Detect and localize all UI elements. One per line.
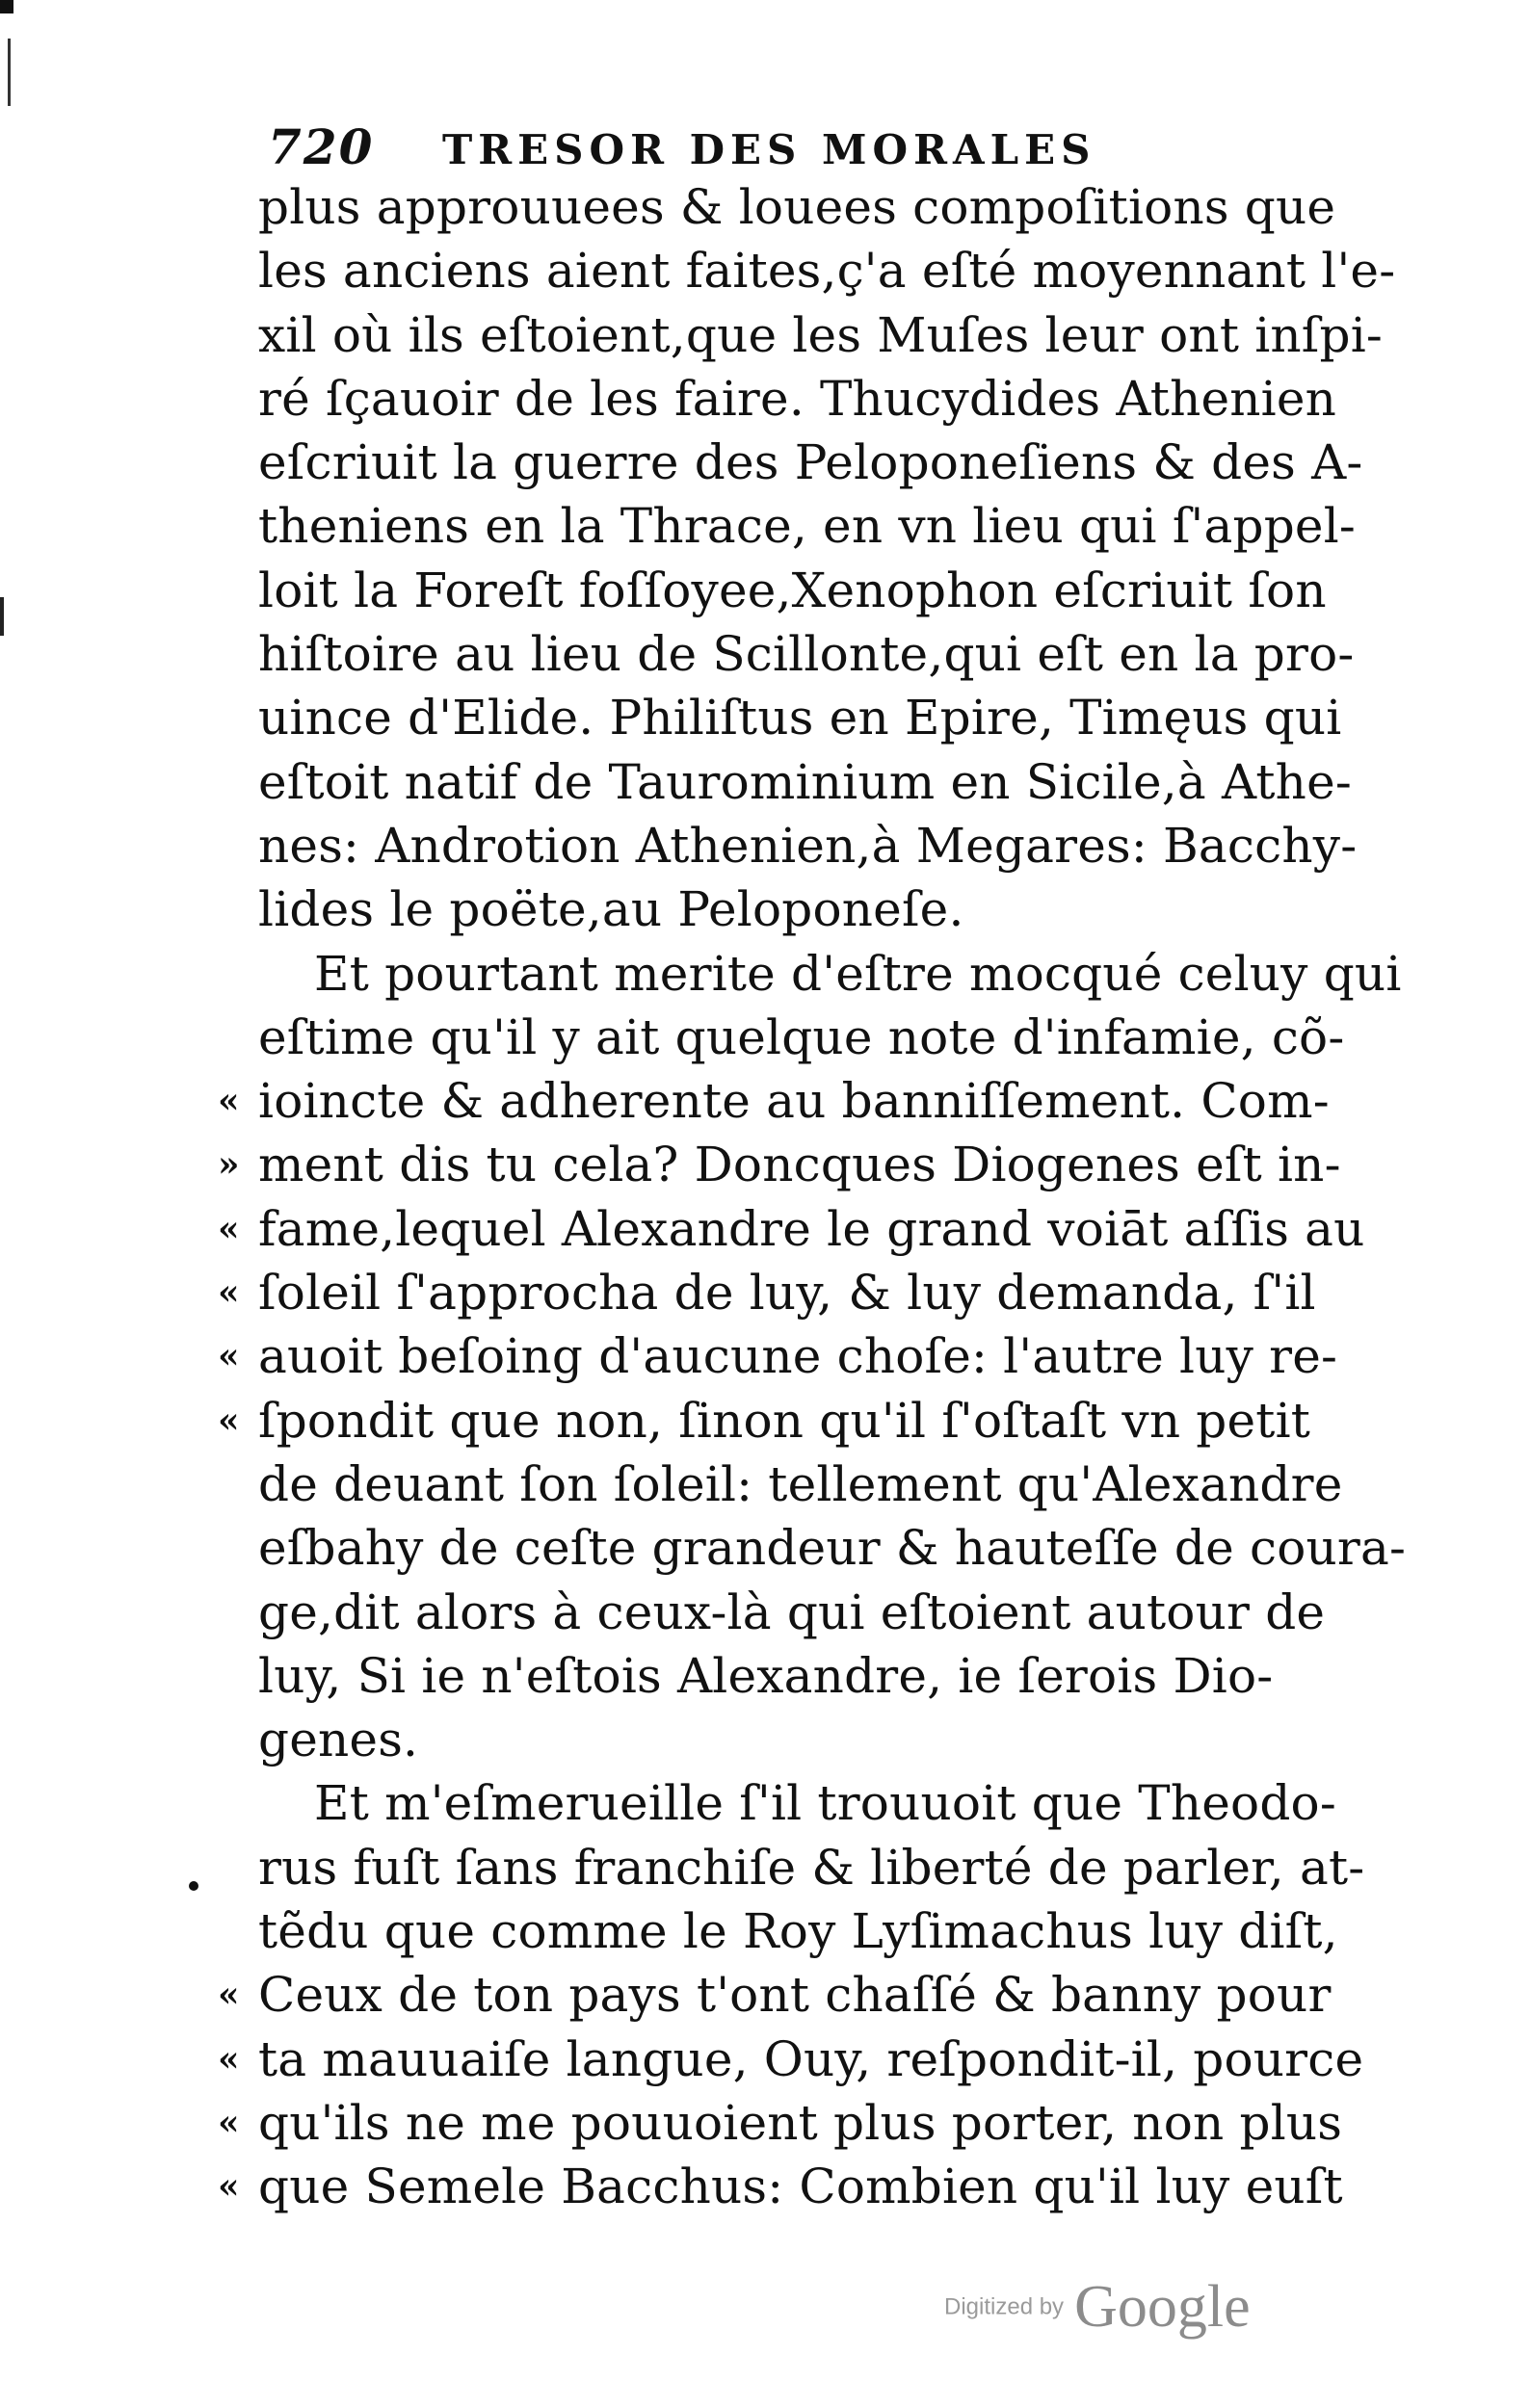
line-text: que Semele Bacchus: Combien qu'il luy euſt — [258, 2159, 1343, 2215]
line-text: Ceux de ton pays t'ont chaſſé & banny pour — [258, 1967, 1332, 2024]
text-line — [218, 1133, 1341, 1196]
running-title: TRESOR DES MORALES — [442, 126, 1096, 173]
line-text: tẽdu que comme le Roy Lyſimachus luy diſt, — [258, 1903, 1338, 1960]
text-line — [258, 942, 1402, 1006]
quotation-marker: « — [218, 1272, 240, 1314]
text-line — [258, 303, 1384, 367]
text-line — [258, 494, 1356, 558]
text-line — [258, 1644, 1337, 1708]
line-text: lides le poëte,au Peloponeſe. — [258, 881, 964, 938]
text-line — [258, 1006, 1345, 1069]
text-line — [258, 175, 1337, 239]
google-logo: Google — [1074, 2274, 1251, 2340]
line-text: auoit beſoing d'aucune choſe: l'autre luy re- — [258, 1328, 1338, 1385]
text-line — [258, 686, 1342, 749]
left-margin-mark — [0, 597, 4, 636]
line-text: de deuant ſon ſoleil: tellement qu'Alexandre — [258, 1455, 1343, 1512]
body-text — [218, 175, 1407, 2219]
text-line — [258, 1899, 1337, 1963]
margin-dot — [189, 1881, 198, 1891]
line-text: fame,lequel Alexandre le grand voiāt aſſis au — [258, 1200, 1365, 1257]
text-line — [218, 1963, 1337, 2027]
quotation-marker: « — [218, 1208, 240, 1249]
page-number: 720 — [268, 118, 375, 175]
line-text: Et m'eſmerueille ſ'il trouuoit que Theodo- — [314, 1775, 1336, 1832]
line-text: ta mauuaiſe langue, Ouy, reſpondit-il, pource — [258, 2030, 1364, 2087]
line-text: ſpondit que non, ſinon qu'il ſ'oſtaſt vn petit — [258, 1392, 1311, 1449]
line-text: eſbahy de ceſte grandeur & hauteſſe de coura- — [258, 1520, 1407, 1577]
text-line — [218, 2028, 1364, 2091]
text-line — [258, 622, 1355, 686]
running-head — [268, 114, 1328, 181]
text-line — [258, 367, 1337, 431]
text-line — [258, 877, 1337, 941]
text-line — [258, 814, 1358, 877]
quotation-marker: » — [218, 1144, 240, 1186]
text-line — [218, 1069, 1337, 1133]
text-line — [258, 1453, 1343, 1516]
line-text: plus approuuees & louees compoſitions que — [258, 179, 1336, 235]
scan-edge-line — [8, 39, 11, 106]
text-line — [258, 1771, 1337, 1835]
line-text: loit la Foreſt foſſoyee,Xenophon eſcriuit ſon — [258, 562, 1327, 618]
line-text: uince d'Elide. Philiſtus en Epire, Timęus qui — [258, 690, 1342, 746]
quotation-marker: « — [218, 2166, 240, 2208]
line-text: ge,dit alors à ceux-là qui eſtoient autour de — [258, 1584, 1326, 1640]
watermark-prefix: Digitized by — [944, 2293, 1065, 2320]
text-line — [258, 431, 1363, 494]
text-line — [218, 1324, 1338, 1388]
quotation-marker: « — [218, 1081, 240, 1122]
text-line — [218, 1197, 1365, 1261]
line-text: les anciens aient faites,ç'a eſté moyennant l'e- — [258, 243, 1396, 300]
text-line — [258, 1516, 1407, 1580]
line-text: genes. — [258, 1712, 419, 1768]
line-text: Et pourtant merite d'eſtre mocqué celuy qui — [314, 945, 1402, 1002]
scan-edge-mark — [0, 0, 13, 13]
text-line — [218, 2091, 1343, 2155]
line-text: qu'ils ne me pouuoient plus porter, non plus — [258, 2094, 1343, 2151]
quotation-marker: « — [218, 1400, 240, 1441]
line-text: theniens en la Thrace, en vn lieu qui ſ'appel- — [258, 498, 1356, 555]
line-text: ioincte & adherente au banniſſement. Com- — [258, 1073, 1330, 1130]
line-text: rus fuſt ſans franchiſe & liberté de parler, at- — [258, 1839, 1365, 1896]
line-text: nes: Androtion Athenien,à Megares: Bacchy- — [258, 817, 1358, 874]
text-line — [218, 2155, 1343, 2218]
text-line — [258, 559, 1337, 622]
digitization-watermark — [944, 2273, 1330, 2350]
line-text: eſtoit natif de Taurominium en Sicile,à Athe- — [258, 753, 1352, 810]
text-line — [218, 1261, 1337, 1324]
text-line — [218, 1389, 1337, 1453]
quotation-marker: « — [218, 1336, 240, 1377]
line-text: ré ſçauoir de les faire. Thucydides Athenien — [258, 370, 1337, 427]
quotation-marker: « — [218, 2102, 240, 2143]
line-text: luy, Si ie n'eſtois Alexandre, ie ſerois Dio- — [258, 1647, 1274, 1704]
quotation-marker: « — [218, 1975, 240, 2016]
text-line — [258, 1836, 1365, 1899]
text-line — [258, 1708, 1337, 1771]
text-line — [258, 750, 1352, 814]
line-text: hiſtoire au lieu de Scillonte,qui eſt en la pro- — [258, 626, 1355, 683]
text-line — [258, 239, 1396, 302]
quotation-marker: « — [218, 2038, 240, 2080]
line-text: eſcriuit la guerre des Peloponeſiens & des A- — [258, 434, 1363, 491]
line-text: ment dis tu cela? Doncques Diogenes eſt in- — [258, 1137, 1341, 1193]
line-text: ſoleil ſ'approcha de luy, & luy demanda, ſ'il — [258, 1265, 1316, 1322]
line-text: eſtime qu'il y ait quelque note d'infamie, cõ- — [258, 1008, 1345, 1065]
line-text: xil où ils eſtoient,que les Muſes leur ont inſpi- — [258, 306, 1384, 363]
text-line — [258, 1581, 1337, 1644]
